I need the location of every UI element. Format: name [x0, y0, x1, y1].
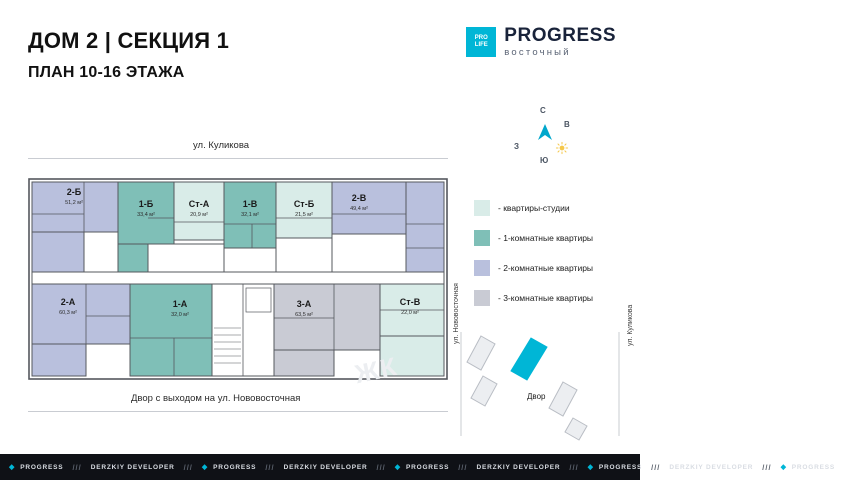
legend-item-1room	[474, 230, 624, 246]
logo-name: PROGRESS	[504, 25, 616, 46]
legend-swatch-studio	[474, 200, 490, 216]
footer-strip	[0, 454, 835, 480]
logo-subtitle: восточный	[504, 47, 571, 58]
footer-brand: ◆ PROGRESS	[394, 463, 450, 471]
brand-logo	[466, 26, 616, 58]
footer-developer: DERZKIY DEVELOPER	[283, 463, 368, 471]
logo-text	[504, 26, 616, 58]
unit-label-3a: 3-А 63,5 м²	[295, 299, 313, 318]
footer-brand: ◆ PROGRESS	[9, 463, 64, 471]
unit-label-sta: Ст-А 20,9 м²	[188, 199, 210, 218]
legend-item-studio	[474, 200, 624, 216]
logo-mark-line1: PRO	[474, 34, 488, 41]
footer-separator: ///	[651, 462, 661, 472]
compass-needle-icon	[536, 124, 554, 142]
diamond-icon: ◆	[201, 464, 209, 471]
compass-east-label: В	[564, 120, 570, 129]
divider-bottom	[28, 411, 448, 412]
watermark: ЖК	[352, 350, 401, 390]
street-label-bottom: Двор с выходом на ул. Нововосточная	[131, 393, 301, 404]
footer-separator: ///	[458, 462, 468, 472]
page-subtitle: ПЛАН 10-16 ЭТАЖА	[28, 64, 185, 81]
floorplan-drawing	[28, 178, 448, 380]
compass-north-label: С	[540, 106, 546, 115]
prolife-logo-mark	[466, 27, 496, 57]
unit-label-stb: Ст-Б 21,5 м²	[293, 199, 315, 218]
compass-west-label: З	[514, 142, 520, 151]
footer-developer: DERZKIY DEVELOPER	[669, 463, 754, 471]
page-title: ДОМ 2 | СЕКЦИЯ 1	[28, 28, 230, 53]
unit-label-stv: Ст-В 22,0 м²	[399, 297, 421, 316]
unit-label-1a: 1-А 32,0 м²	[171, 299, 189, 318]
diamond-icon: ◆	[780, 464, 787, 471]
footer-separator: ///	[569, 462, 579, 472]
legend-item-2room	[474, 260, 624, 276]
footer-brand: ◆ PROGRESS	[587, 463, 643, 471]
footer-separator: ///	[762, 462, 772, 472]
footer-separator: ///	[265, 462, 275, 472]
unit-label-1b: 1-Б 33,4 м²	[137, 199, 155, 218]
diamond-icon: ◆	[587, 464, 594, 471]
street-label-top: ул. Куликова	[193, 140, 250, 151]
unit-label-2a: 2-А 60,3 м²	[59, 297, 77, 316]
legend-label-3room: - 3-комнатные квартиры	[498, 293, 594, 303]
footer-brand: ◆ PROGRESS	[780, 463, 835, 471]
footer-separator: ///	[376, 462, 386, 472]
legend-label-studio: - квартиры-студии	[498, 203, 570, 213]
floorplan-svg	[28, 178, 448, 380]
footer-separator: ///	[183, 462, 193, 472]
legend	[474, 200, 624, 320]
legend-item-3room	[474, 290, 624, 306]
footer-separator: ///	[72, 462, 82, 472]
site-map-svg	[455, 330, 635, 440]
site-map-street-left: ул. Нововосточная	[453, 283, 460, 344]
footer-developer: DERZKIY DEVELOPER	[476, 463, 561, 471]
unit-label-2v: 2-В 49,4 м²	[350, 193, 368, 212]
sun-icon	[556, 142, 568, 154]
legend-label-2room: - 2-комнатные квартиры	[498, 263, 594, 273]
legend-swatch-2room	[474, 260, 490, 276]
site-map-yard-label: Двор	[527, 392, 546, 401]
footer-brand: ◆ PROGRESS	[201, 463, 257, 471]
logo-mark-line2: LIFE	[474, 41, 488, 48]
compass-rose	[512, 106, 576, 168]
site-map-street-right: ул. Куликова	[627, 304, 634, 346]
divider-top	[28, 158, 448, 159]
legend-swatch-1room	[474, 230, 490, 246]
compass-south-label: Ю	[540, 156, 549, 165]
legend-swatch-3room	[474, 290, 490, 306]
footer-developer: DERZKIY DEVELOPER	[90, 463, 175, 471]
diamond-icon: ◆	[9, 464, 16, 471]
unit-label-1v: 1-В 32,1 м²	[241, 199, 259, 218]
diamond-icon: ◆	[394, 464, 401, 471]
footer-ticker	[0, 454, 844, 480]
legend-label-1room: - 1-комнатные квартиры	[498, 233, 594, 243]
unit-label-2b: 2-Б 51,2 м²	[65, 187, 83, 206]
